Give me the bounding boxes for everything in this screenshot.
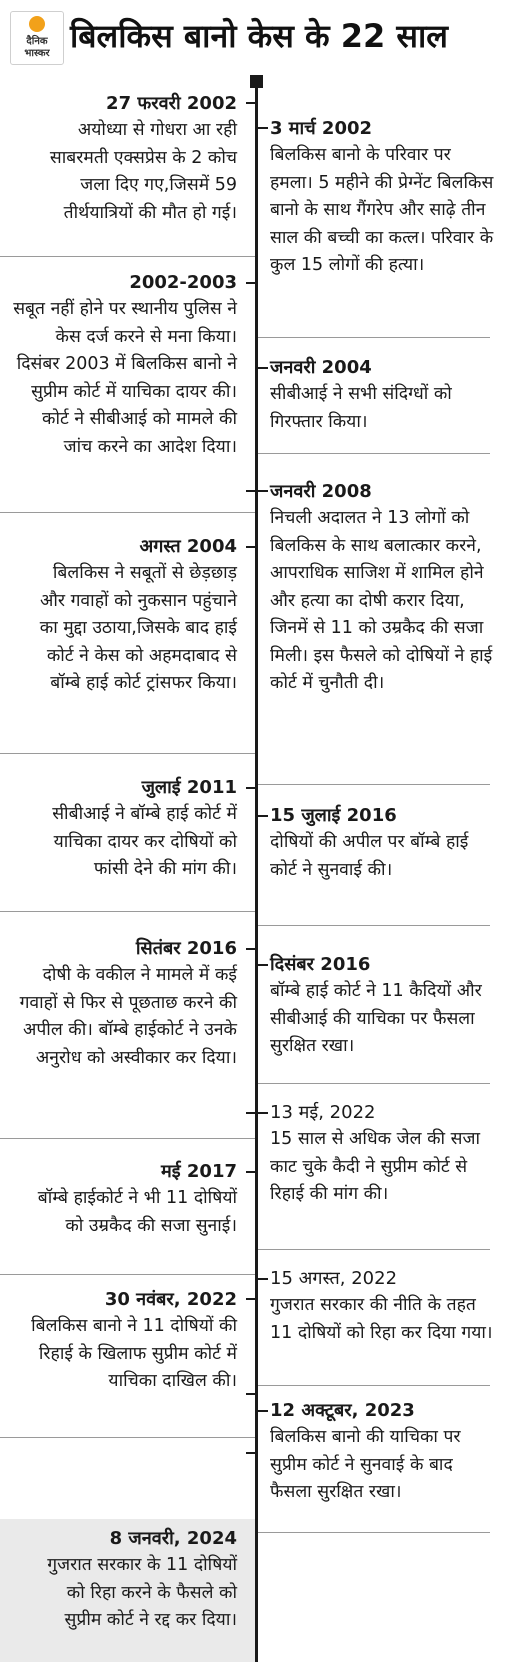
event-date: जनवरी 2004 <box>270 357 372 378</box>
right-divider <box>258 1385 490 1386</box>
event-date: 30 नवंबर, 2022 <box>104 1289 237 1310</box>
left-divider <box>0 256 255 257</box>
left-divider <box>0 1274 255 1275</box>
timeline-event-right <box>270 116 498 280</box>
timeline-event-left <box>25 1526 237 1635</box>
header <box>0 0 512 72</box>
dainik-bhaskar-logo[interactable] <box>10 11 64 65</box>
event-text: बिलकिस बानो के परिवार पर हमला। 5 महीने की प्रेग्नेंट बिलकिस बानो के साथ गैंगरेप और साढ़े तीन साल की बच्ची का कत्ल। परिवार के कुल 15 लोगों की हत्या। <box>270 145 494 275</box>
event-date: अगस्त 2004 <box>139 536 237 557</box>
timeline-event-left <box>10 936 237 1072</box>
event-date: 8 जनवरी, 2024 <box>109 1528 237 1549</box>
timeline-tick <box>258 1278 268 1280</box>
event-text: दोषियों की अपील पर बॉम्बे हाई कोर्ट ने सुनवाई की। <box>270 832 469 880</box>
left-divider <box>0 911 255 912</box>
event-date: 13 मई, 2022 <box>270 1102 376 1123</box>
event-date: 3 मार्च 2002 <box>270 118 373 139</box>
timeline-event-left <box>20 775 237 884</box>
left-divider <box>0 512 255 513</box>
event-text: अयोध्या से गोधरा आ रही साबरमती एक्सप्रेस के 2 कोच जला दिए गए,जिसमें 59 तीर्थयात्रियों की मौत हो गई। <box>49 120 237 223</box>
timeline-tick <box>246 1112 256 1114</box>
event-text: सीबीआई ने बॉम्बे हाई कोर्ट में याचिका दायर कर दोषियों को फांसी देने की मांग की। <box>52 804 237 879</box>
timeline-event-left <box>10 270 237 461</box>
right-divider <box>258 337 490 338</box>
timeline-tick <box>258 127 268 129</box>
timeline-tick <box>246 1298 256 1300</box>
timeline-spine <box>255 82 258 1662</box>
timeline-event-right <box>270 1266 498 1347</box>
event-text: बिलकिस बानो ने 11 दोषियों की रिहाई के खिलाफ सुप्रीम कोर्ट में याचिका दाखिल की। <box>31 1316 237 1391</box>
event-text: गुजरात सरकार के 11 दोषियों को रिहा करने के फैसले को सुप्रीम कोर्ट ने रद्द कर दिया। <box>47 1555 237 1630</box>
event-date: 12 अक्टूबर, 2023 <box>270 1400 415 1421</box>
left-divider <box>0 1437 255 1438</box>
event-text: गुजरात सरकार की नीति के तहत 11 दोषियों को रिहा कर दिया गया। <box>270 1295 493 1343</box>
event-date: दिसंबर 2016 <box>270 954 371 975</box>
logo-text-line2: भास्कर <box>24 48 50 59</box>
event-date: मई 2017 <box>161 1161 237 1182</box>
left-divider <box>0 753 255 754</box>
left-divider <box>0 1138 255 1139</box>
event-date: 15 जुलाई 2016 <box>270 805 397 826</box>
event-text: बॉम्बे हाईकोर्ट ने भी 11 दोषियों को उम्रकैद की सजा सुनाई। <box>37 1188 237 1236</box>
timeline-event-right <box>270 952 498 1061</box>
timeline-tick <box>246 490 256 492</box>
timeline-tick <box>258 1112 268 1114</box>
event-date: 2002-2003 <box>129 272 237 293</box>
timeline-tick <box>246 282 256 284</box>
page-title: बिलकिस बानो केस के 22 साल <box>70 17 448 55</box>
event-text: 15 साल से अधिक जेल की सजा काट चुके कैदी ने सुप्रीम कोर्ट से रिहाई की मांग की। <box>270 1129 480 1204</box>
event-text: दोषी के वकील ने मामले में कई गवाहों से फिर से पूछताछ करने की अपील की। बॉम्बे हाईकोर्ट ने उनके अनुरोध को अस्वीकार कर दिया। <box>19 965 237 1068</box>
timeline-event-left <box>15 91 237 227</box>
timeline-event-right <box>270 479 498 698</box>
event-date: 27 फरवरी 2002 <box>106 93 237 114</box>
timeline-tick <box>246 1171 256 1173</box>
event-text: बिलकिस ने सबूतों से छेड़छाड़ और गवाहों को नुकसान पहुंचाने का मुद्दा उठाया,जिसके बाद हाई कोर्ट ने केस को अहमदाबाद से बॉम्बे हाई कोर्ट ट्रांसफर किया। <box>39 563 237 693</box>
logo-text-line1: दैनिक <box>26 36 48 47</box>
event-date: 15 अगस्त, 2022 <box>270 1268 398 1289</box>
timeline-event-left <box>25 534 237 698</box>
timeline-event-right <box>270 803 498 884</box>
right-divider <box>258 784 490 785</box>
timeline-event-left <box>30 1287 237 1396</box>
timeline-tick <box>246 102 256 104</box>
event-date: जनवरी 2008 <box>270 481 372 502</box>
timeline-event-right <box>270 1398 498 1507</box>
event-text: बिलकिस बानो की याचिका पर सुप्रीम कोर्ट ने सुनवाई के बाद फैसला सुरक्षित रखा। <box>270 1427 461 1502</box>
timeline-tick <box>258 367 268 369</box>
timeline-tick <box>246 1452 256 1454</box>
timeline-start-marker <box>250 75 263 88</box>
timeline-tick <box>258 490 268 492</box>
event-text: सीबीआई ने सभी संदिग्धों को गिरफ्तार किया। <box>270 384 452 432</box>
event-text: बॉम्बे हाई कोर्ट ने 11 कैदियों और सीबीआई की याचिका पर फैसला सुरक्षित रखा। <box>270 981 482 1056</box>
timeline-tick <box>246 787 256 789</box>
right-divider <box>258 925 490 926</box>
event-text: निचली अदालत ने 13 लोगों को बिलकिस के साथ बलात्कार करने, आपराधिक साजिश में शामिल होने और हत्या का दोषी करार दिया, जिनमें से 11 को उम्रकैद की सजा मिली। इस फैसले को दोषियों ने हाई कोर्ट में चुनौती दी। <box>270 508 493 693</box>
timeline-event-right <box>270 355 498 436</box>
right-divider <box>258 453 490 454</box>
timeline-event-left <box>30 1159 237 1240</box>
timeline-tick <box>246 1393 256 1395</box>
timeline-tick <box>246 948 256 950</box>
right-divider <box>258 1083 490 1084</box>
timeline-tick <box>258 1410 268 1412</box>
event-date: सितंबर 2016 <box>135 938 237 959</box>
event-date: जुलाई 2011 <box>141 777 237 798</box>
right-divider <box>258 1532 490 1533</box>
sun-icon <box>29 16 45 32</box>
right-divider <box>258 1249 490 1250</box>
timeline-tick <box>246 546 256 548</box>
event-text: सबूत नहीं होने पर स्थानीय पुलिस ने केस दर्ज करने से मना किया। दिसंबर 2003 में बिलकिस बानो ने सुप्रीम कोर्ट में याचिका दायर की। कोर्ट ने सीबीआई को मामले की जांच करने का आदेश दिया। <box>13 299 237 457</box>
timeline-event-right <box>270 1100 498 1209</box>
timeline-tick <box>258 964 268 966</box>
timeline-tick <box>258 815 268 817</box>
